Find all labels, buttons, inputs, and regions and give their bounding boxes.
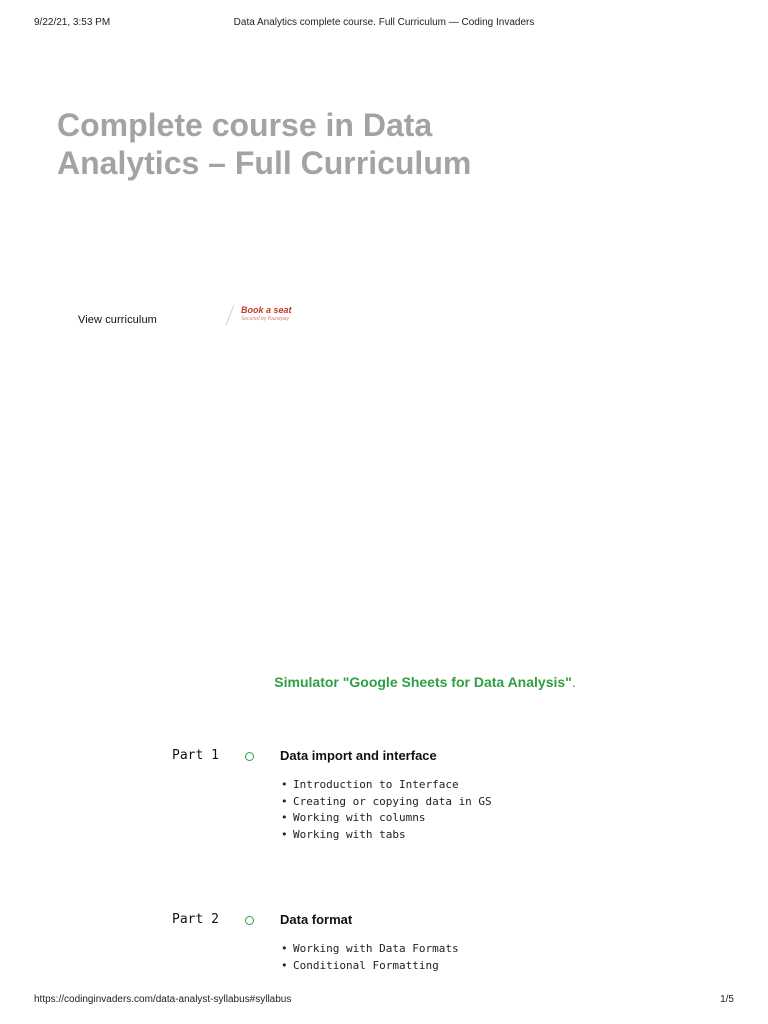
print-datetime: 9/22/21, 3:53 PM: [34, 17, 111, 28]
list-item-text: Working with Data Formats: [293, 942, 459, 955]
print-header: [34, 17, 734, 31]
print-url: https://codinginvaders.com/data-analyst-syllabus#syllabus: [34, 994, 292, 1005]
bullet-icon: •: [281, 794, 288, 808]
circle-outline-icon: [245, 752, 254, 761]
list-item: [280, 777, 492, 794]
list-item: [280, 958, 459, 975]
part-label: Part 1: [172, 748, 219, 763]
book-seat-button[interactable]: [241, 305, 361, 322]
list-item-text: Introduction to Interface: [293, 778, 459, 791]
list-item-text: Working with tabs: [293, 827, 406, 841]
bullet-icon: •: [281, 827, 288, 841]
bullet-icon: •: [281, 942, 288, 955]
book-seat-secured-note: Secured by Razorpay: [241, 316, 290, 322]
print-document-title: Data Analytics complete course. Full Curriculum — Coding Invaders: [233, 17, 535, 28]
bullet-icon: •: [281, 778, 288, 791]
view-curriculum-link[interactable]: View curriculum: [78, 314, 157, 326]
part-label: Part 2: [172, 912, 219, 927]
part-topic-list: [280, 941, 459, 974]
slash-divider-icon: [225, 304, 235, 326]
print-footer: [34, 994, 734, 1008]
simulator-heading: [0, 674, 768, 690]
list-item-text: Creating or copying data in GS: [293, 794, 492, 808]
list-item-text: Working with columns: [293, 811, 426, 824]
part-title: Data format: [280, 912, 353, 927]
part-title: Data import and interface: [280, 748, 437, 763]
list-item: [280, 941, 459, 958]
circle-outline-icon: [245, 916, 254, 925]
book-seat-label: Book a seat: [241, 305, 292, 315]
simulator-title: Simulator "Google Sheets for Data Analysis": [274, 674, 572, 690]
list-item-text: Conditional Formatting: [293, 958, 439, 972]
list-item: [280, 794, 492, 811]
page-title-line-2: Analytics – Full Curriculum: [57, 145, 472, 181]
list-item: [280, 810, 492, 827]
list-item: [280, 827, 492, 844]
simulator-title-suffix: .: [571, 674, 576, 690]
page-title: [57, 106, 577, 182]
print-page-number: 1/5: [720, 994, 734, 1005]
part-topic-list: [280, 777, 492, 843]
page-title-line-1: Complete course in Data: [57, 107, 433, 143]
bullet-icon: •: [281, 811, 288, 824]
bullet-icon: •: [281, 958, 288, 972]
